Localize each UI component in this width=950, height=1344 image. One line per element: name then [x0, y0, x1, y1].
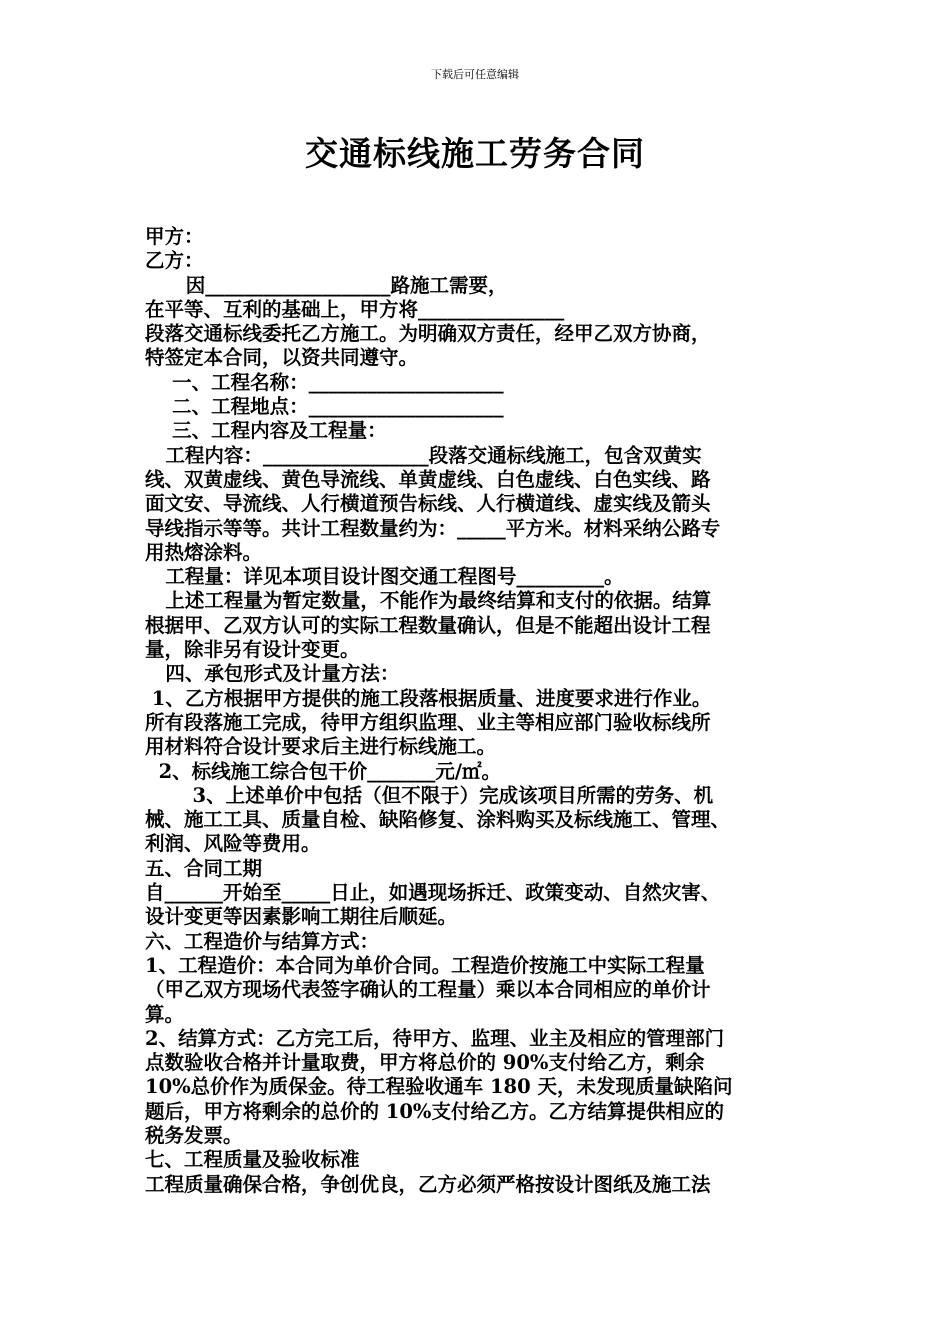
- body-line: （甲乙双方现场代表签字确认的工程量）乘以本合同相应的单价计: [145, 978, 711, 1002]
- body-line: 用材料符合设计要求后主进行标线施工。: [145, 735, 497, 759]
- contract-body: [145, 225, 815, 1197]
- body-line: 1、乙方根据甲方提供的施工段落根据质量、进度要求进行作业。: [145, 686, 712, 710]
- body-line: 设计变更等因素影响工期往后顺延。: [145, 905, 458, 929]
- body-line: 在平等、互利的基础上，甲方将_______________: [145, 297, 565, 321]
- body-line: 1、工程造价：本合同为单价合同。工程造价按施工中实际工程量: [145, 953, 705, 977]
- body-line: 题后，甲方将剩余的总价的 10%支付给乙方。乙方结算提供相应的: [145, 1099, 724, 1123]
- body-line: 二、工程地点：____________________: [145, 395, 504, 419]
- body-line: 乙方：: [145, 249, 204, 273]
- body-line: 七、工程质量及验收标准: [145, 1148, 360, 1172]
- body-line: 税务发票。: [145, 1123, 243, 1147]
- body-line: 3、上述单价中包括（但不限于）完成该项目所需的劳务、机: [145, 783, 714, 807]
- body-line: 自______开始至_____日止，如遇现场拆迁、政策变动、自然灾害、: [145, 881, 721, 905]
- body-line: 用热熔涂料。: [145, 540, 263, 564]
- body-line: 工程量：详见本项目设计图交通工程图号_________。: [145, 565, 624, 589]
- header-note: 下载后可任意编辑: [431, 68, 519, 81]
- body-line: 三、工程内容及工程量：: [145, 419, 387, 443]
- document-title: 交通标线施工劳务合同: [305, 134, 645, 173]
- body-line: 根据甲、乙双方认可的实际工程数量确认，但是不能超出设计工程: [145, 613, 711, 637]
- body-line: 线、双黄虚线、黄色导流线、单黄虚线、白色虚线、白色实线、路: [145, 467, 711, 491]
- body-line: 特签定本合同，以资共同遵守。: [145, 346, 419, 370]
- body-line: 量，除非另有设计变更。: [145, 638, 360, 662]
- body-line: 工程质量确保合格，争创优良，乙方必须严格按设计图纸及施工法: [145, 1172, 711, 1196]
- body-line: 一、工程名称：____________________: [145, 370, 504, 394]
- body-line: 算。: [145, 1002, 185, 1026]
- body-line: 械、施工工具、质量自检、缺陷修复、涂料购买及标线施工、管理、: [145, 808, 731, 832]
- body-line: 甲方：: [145, 225, 204, 248]
- body-line: 面文安、导流线、人行横道预告标线、人行横道线、虚实线及箭头: [145, 492, 711, 516]
- body-line: 所有段落施工完成，待甲方组织监理、业主等相应部门验收标线所: [145, 710, 711, 734]
- body-line: 导线指示等等。共计工程数量约为：_____平方米。材料采纳公路专: [145, 516, 721, 540]
- body-line: 利润、风险等费用。: [145, 832, 321, 856]
- body-line: 10%总价作为质保金。待工程验收通车 180 天，未发现质量缺陷问: [145, 1075, 733, 1099]
- body-line: 工程内容：_________________段落交通标线施工，包含双黄实: [145, 443, 702, 467]
- body-line: 2、结算方式：乙方完工后，待甲方、监理、业主及相应的管理部门: [145, 1026, 725, 1050]
- body-line: 段落交通标线委托乙方施工。为明确双方责任，经甲乙双方协商，: [145, 322, 711, 346]
- body-line: 因___________________路施工需要，: [145, 273, 508, 297]
- body-line: 2、标线施工综合包干价_______元/㎡。: [145, 759, 502, 783]
- body-line: 五、合同工期: [145, 856, 263, 880]
- body-line: 上述工程量为暂定数量，不能作为最终结算和支付的依据。结算: [145, 589, 712, 613]
- body-line: 四、承包形式及计量方法：: [145, 662, 400, 686]
- body-line: 点数验收合格并计量取费，甲方将总价的 90%支付给乙方，剩余: [145, 1051, 705, 1075]
- body-line: 六、工程造价与结算方式：: [145, 929, 380, 953]
